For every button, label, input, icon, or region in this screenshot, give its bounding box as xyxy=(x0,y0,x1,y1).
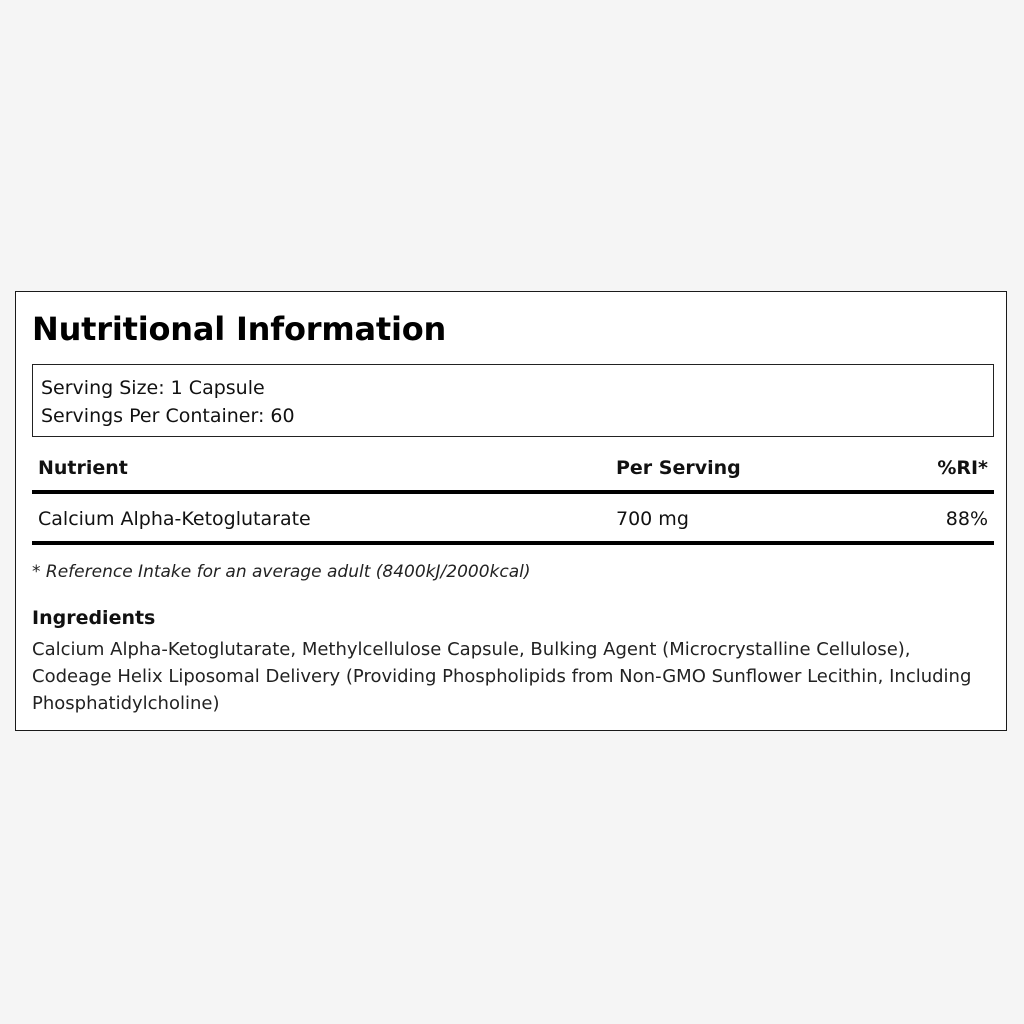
nutrient-amount: 700 mg xyxy=(616,508,689,530)
nutrition-label-card xyxy=(15,291,1007,731)
nutrient-name: Calcium Alpha-Ketoglutarate xyxy=(38,508,311,530)
table-header-row xyxy=(32,446,994,494)
header-ri: %RI* xyxy=(937,457,988,479)
header-per-serving: Per Serving xyxy=(616,457,741,479)
table-row xyxy=(32,494,994,545)
nutrient-table xyxy=(32,446,994,545)
label-title: Nutritional Information xyxy=(32,310,447,348)
servings-per-container: Servings Per Container: 60 xyxy=(41,405,295,427)
serving-info-box xyxy=(32,364,994,437)
nutrient-ri-percent: 88% xyxy=(945,508,988,530)
serving-size: Serving Size: 1 Capsule xyxy=(41,377,265,399)
header-nutrient: Nutrient xyxy=(38,457,128,479)
ingredients-heading: Ingredients xyxy=(32,607,156,629)
reference-intake-footnote: * Reference Intake for an average adult (8400kJ/2000kcal) xyxy=(32,562,531,582)
ingredients-list: Calcium Alpha-Ketoglutarate, Methylcellulose Capsule, Bulking Agent (Microcrystalline Cellulose), Codeage Helix Liposomal Delivery (Providing Phospholipids from Non-GMO Sunflower Lecithin, Including Phosphatidylcholine) xyxy=(32,639,972,714)
